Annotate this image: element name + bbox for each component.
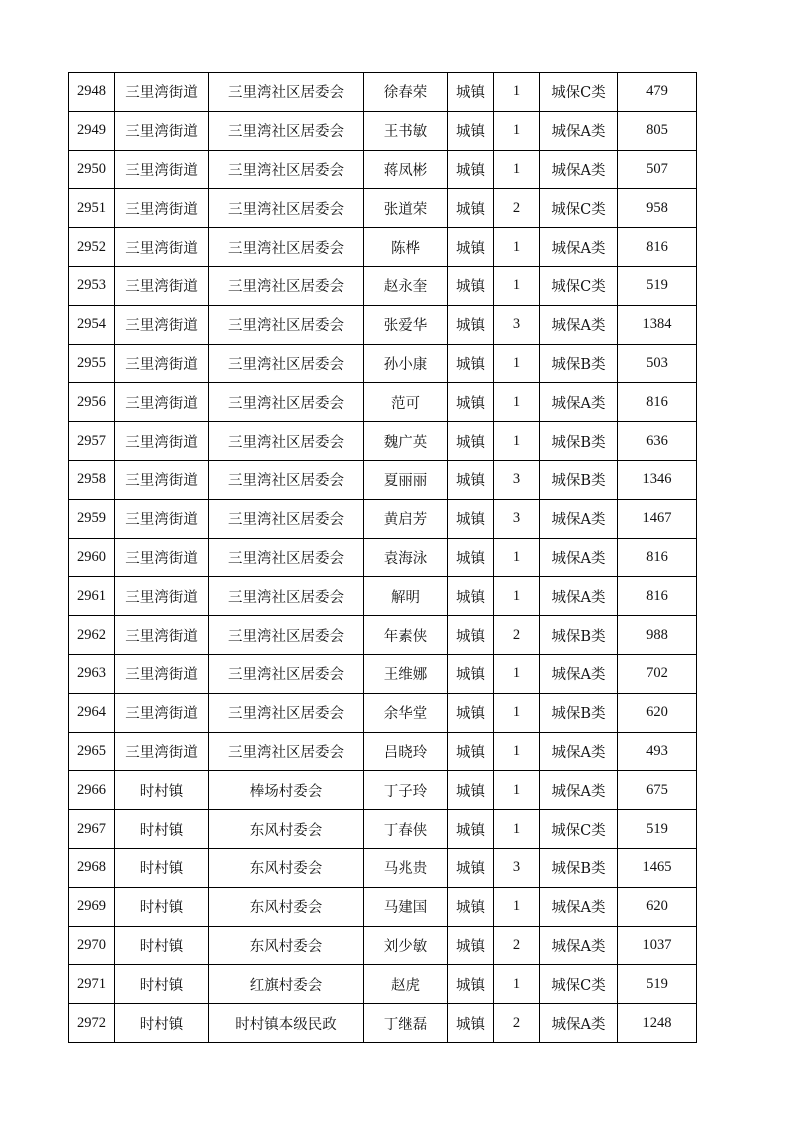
household-type-cell: 城镇 xyxy=(448,422,494,461)
name-cell: 袁海泳 xyxy=(364,538,448,577)
person-count-cell: 2 xyxy=(494,926,540,965)
committee-cell: 三里湾社区居委会 xyxy=(209,616,364,655)
town-cell: 三里湾街道 xyxy=(115,654,209,693)
town-cell: 三里湾街道 xyxy=(115,422,209,461)
committee-cell: 东风村委会 xyxy=(209,926,364,965)
name-cell: 张爱华 xyxy=(364,305,448,344)
category-cell: 城保B类 xyxy=(540,460,618,499)
person-count-cell: 2 xyxy=(494,189,540,228)
household-type-cell: 城镇 xyxy=(448,266,494,305)
amount-cell: 519 xyxy=(618,810,697,849)
committee-cell: 三里湾社区居委会 xyxy=(209,654,364,693)
committee-cell: 三里湾社区居委会 xyxy=(209,305,364,344)
table-row xyxy=(69,771,697,810)
row-number-cell: 2964 xyxy=(69,693,115,732)
table-row xyxy=(69,305,697,344)
name-cell: 余华堂 xyxy=(364,693,448,732)
table-row xyxy=(69,383,697,422)
household-type-cell: 城镇 xyxy=(448,228,494,267)
household-type-cell: 城镇 xyxy=(448,460,494,499)
name-cell: 范可 xyxy=(364,383,448,422)
town-cell: 时村镇 xyxy=(115,887,209,926)
amount-cell: 816 xyxy=(618,383,697,422)
table-row xyxy=(69,965,697,1004)
town-cell: 三里湾街道 xyxy=(115,538,209,577)
name-cell: 蒋凤彬 xyxy=(364,150,448,189)
committee-cell: 东风村委会 xyxy=(209,887,364,926)
town-cell: 时村镇 xyxy=(115,965,209,1004)
category-cell: 城保A类 xyxy=(540,150,618,189)
amount-cell: 675 xyxy=(618,771,697,810)
row-number-cell: 2956 xyxy=(69,383,115,422)
table-row xyxy=(69,848,697,887)
amount-cell: 507 xyxy=(618,150,697,189)
amount-cell: 1346 xyxy=(618,460,697,499)
household-type-cell: 城镇 xyxy=(448,1004,494,1043)
row-number-cell: 2965 xyxy=(69,732,115,771)
amount-cell: 702 xyxy=(618,654,697,693)
amount-cell: 620 xyxy=(618,693,697,732)
committee-cell: 三里湾社区居委会 xyxy=(209,111,364,150)
person-count-cell: 2 xyxy=(494,1004,540,1043)
town-cell: 三里湾街道 xyxy=(115,266,209,305)
amount-cell: 1037 xyxy=(618,926,697,965)
amount-cell: 479 xyxy=(618,73,697,112)
household-type-cell: 城镇 xyxy=(448,771,494,810)
name-cell: 赵虎 xyxy=(364,965,448,1004)
person-count-cell: 1 xyxy=(494,150,540,189)
committee-cell: 三里湾社区居委会 xyxy=(209,189,364,228)
category-cell: 城保C类 xyxy=(540,73,618,112)
household-type-cell: 城镇 xyxy=(448,150,494,189)
town-cell: 三里湾街道 xyxy=(115,460,209,499)
row-number-cell: 2955 xyxy=(69,344,115,383)
household-type-cell: 城镇 xyxy=(448,965,494,1004)
town-cell: 三里湾街道 xyxy=(115,189,209,228)
person-count-cell: 1 xyxy=(494,965,540,1004)
amount-cell: 493 xyxy=(618,732,697,771)
town-cell: 三里湾街道 xyxy=(115,344,209,383)
amount-cell: 1467 xyxy=(618,499,697,538)
name-cell: 丁子玲 xyxy=(364,771,448,810)
person-count-cell: 1 xyxy=(494,810,540,849)
table-row xyxy=(69,228,697,267)
row-number-cell: 2971 xyxy=(69,965,115,1004)
row-number-cell: 2954 xyxy=(69,305,115,344)
amount-cell: 958 xyxy=(618,189,697,228)
table-row xyxy=(69,926,697,965)
committee-cell: 棒场村委会 xyxy=(209,771,364,810)
amount-cell: 1248 xyxy=(618,1004,697,1043)
town-cell: 三里湾街道 xyxy=(115,73,209,112)
row-number-cell: 2953 xyxy=(69,266,115,305)
table-row xyxy=(69,654,697,693)
household-type-cell: 城镇 xyxy=(448,848,494,887)
household-type-cell: 城镇 xyxy=(448,383,494,422)
name-cell: 王维娜 xyxy=(364,654,448,693)
category-cell: 城保A类 xyxy=(540,228,618,267)
person-count-cell: 1 xyxy=(494,111,540,150)
row-number-cell: 2951 xyxy=(69,189,115,228)
person-count-cell: 1 xyxy=(494,693,540,732)
town-cell: 三里湾街道 xyxy=(115,111,209,150)
committee-cell: 三里湾社区居委会 xyxy=(209,228,364,267)
household-type-cell: 城镇 xyxy=(448,810,494,849)
name-cell: 丁继磊 xyxy=(364,1004,448,1043)
household-type-cell: 城镇 xyxy=(448,732,494,771)
amount-cell: 988 xyxy=(618,616,697,655)
person-count-cell: 1 xyxy=(494,577,540,616)
committee-cell: 三里湾社区居委会 xyxy=(209,73,364,112)
row-number-cell: 2963 xyxy=(69,654,115,693)
table-row xyxy=(69,422,697,461)
town-cell: 时村镇 xyxy=(115,771,209,810)
committee-cell: 东风村委会 xyxy=(209,848,364,887)
committee-cell: 三里湾社区居委会 xyxy=(209,150,364,189)
table-row xyxy=(69,111,697,150)
household-type-cell: 城镇 xyxy=(448,344,494,383)
name-cell: 吕晓玲 xyxy=(364,732,448,771)
person-count-cell: 1 xyxy=(494,732,540,771)
table-row xyxy=(69,577,697,616)
row-number-cell: 2962 xyxy=(69,616,115,655)
category-cell: 城保A类 xyxy=(540,887,618,926)
household-type-cell: 城镇 xyxy=(448,926,494,965)
row-number-cell: 2949 xyxy=(69,111,115,150)
person-count-cell: 3 xyxy=(494,848,540,887)
amount-cell: 620 xyxy=(618,887,697,926)
amount-cell: 519 xyxy=(618,266,697,305)
category-cell: 城保A类 xyxy=(540,732,618,771)
town-cell: 三里湾街道 xyxy=(115,616,209,655)
town-cell: 三里湾街道 xyxy=(115,228,209,267)
category-cell: 城保C类 xyxy=(540,810,618,849)
person-count-cell: 1 xyxy=(494,383,540,422)
category-cell: 城保B类 xyxy=(540,422,618,461)
roster-body xyxy=(69,73,697,1043)
committee-cell: 三里湾社区居委会 xyxy=(209,344,364,383)
amount-cell: 816 xyxy=(618,538,697,577)
name-cell: 刘少敏 xyxy=(364,926,448,965)
row-number-cell: 2972 xyxy=(69,1004,115,1043)
name-cell: 王书敏 xyxy=(364,111,448,150)
town-cell: 时村镇 xyxy=(115,848,209,887)
committee-cell: 三里湾社区居委会 xyxy=(209,693,364,732)
household-type-cell: 城镇 xyxy=(448,111,494,150)
household-type-cell: 城镇 xyxy=(448,887,494,926)
table-row xyxy=(69,499,697,538)
row-number-cell: 2970 xyxy=(69,926,115,965)
amount-cell: 1465 xyxy=(618,848,697,887)
committee-cell: 三里湾社区居委会 xyxy=(209,460,364,499)
row-number-cell: 2966 xyxy=(69,771,115,810)
amount-cell: 1384 xyxy=(618,305,697,344)
person-count-cell: 3 xyxy=(494,499,540,538)
row-number-cell: 2968 xyxy=(69,848,115,887)
amount-cell: 805 xyxy=(618,111,697,150)
category-cell: 城保C类 xyxy=(540,965,618,1004)
town-cell: 三里湾街道 xyxy=(115,305,209,344)
name-cell: 马兆贵 xyxy=(364,848,448,887)
committee-cell: 三里湾社区居委会 xyxy=(209,577,364,616)
table-row xyxy=(69,266,697,305)
committee-cell: 三里湾社区居委会 xyxy=(209,538,364,577)
table-row xyxy=(69,460,697,499)
name-cell: 张道荣 xyxy=(364,189,448,228)
table-row xyxy=(69,538,697,577)
household-type-cell: 城镇 xyxy=(448,577,494,616)
person-count-cell: 3 xyxy=(494,460,540,499)
person-count-cell: 1 xyxy=(494,887,540,926)
row-number-cell: 2950 xyxy=(69,150,115,189)
amount-cell: 816 xyxy=(618,577,697,616)
name-cell: 黄启芳 xyxy=(364,499,448,538)
household-type-cell: 城镇 xyxy=(448,305,494,344)
category-cell: 城保C类 xyxy=(540,189,618,228)
category-cell: 城保A类 xyxy=(540,499,618,538)
committee-cell: 时村镇本级民政 xyxy=(209,1004,364,1043)
name-cell: 赵永奎 xyxy=(364,266,448,305)
committee-cell: 三里湾社区居委会 xyxy=(209,266,364,305)
person-count-cell: 1 xyxy=(494,538,540,577)
category-cell: 城保A类 xyxy=(540,1004,618,1043)
name-cell: 孙小康 xyxy=(364,344,448,383)
table-row xyxy=(69,344,697,383)
person-count-cell: 1 xyxy=(494,266,540,305)
committee-cell: 三里湾社区居委会 xyxy=(209,732,364,771)
table-row xyxy=(69,189,697,228)
row-number-cell: 2958 xyxy=(69,460,115,499)
town-cell: 三里湾街道 xyxy=(115,577,209,616)
town-cell: 时村镇 xyxy=(115,810,209,849)
town-cell: 时村镇 xyxy=(115,926,209,965)
household-type-cell: 城镇 xyxy=(448,499,494,538)
amount-cell: 503 xyxy=(618,344,697,383)
table-row xyxy=(69,732,697,771)
row-number-cell: 2960 xyxy=(69,538,115,577)
person-count-cell: 1 xyxy=(494,771,540,810)
person-count-cell: 1 xyxy=(494,73,540,112)
committee-cell: 三里湾社区居委会 xyxy=(209,383,364,422)
town-cell: 三里湾街道 xyxy=(115,732,209,771)
town-cell: 三里湾街道 xyxy=(115,383,209,422)
name-cell: 解明 xyxy=(364,577,448,616)
name-cell: 徐春荣 xyxy=(364,73,448,112)
name-cell: 魏广英 xyxy=(364,422,448,461)
town-cell: 时村镇 xyxy=(115,1004,209,1043)
category-cell: 城保B类 xyxy=(540,848,618,887)
person-count-cell: 1 xyxy=(494,422,540,461)
person-count-cell: 2 xyxy=(494,616,540,655)
table-row xyxy=(69,693,697,732)
table-row xyxy=(69,150,697,189)
category-cell: 城保A类 xyxy=(540,577,618,616)
name-cell: 陈桦 xyxy=(364,228,448,267)
household-type-cell: 城镇 xyxy=(448,538,494,577)
category-cell: 城保A类 xyxy=(540,926,618,965)
table-row xyxy=(69,616,697,655)
name-cell: 年素侠 xyxy=(364,616,448,655)
committee-cell: 东风村委会 xyxy=(209,810,364,849)
table-row xyxy=(69,810,697,849)
amount-cell: 519 xyxy=(618,965,697,1004)
category-cell: 城保B类 xyxy=(540,616,618,655)
name-cell: 马建国 xyxy=(364,887,448,926)
person-count-cell: 1 xyxy=(494,228,540,267)
table-row xyxy=(69,887,697,926)
category-cell: 城保A类 xyxy=(540,538,618,577)
category-cell: 城保B类 xyxy=(540,693,618,732)
amount-cell: 636 xyxy=(618,422,697,461)
row-number-cell: 2969 xyxy=(69,887,115,926)
category-cell: 城保A类 xyxy=(540,383,618,422)
town-cell: 三里湾街道 xyxy=(115,499,209,538)
town-cell: 三里湾街道 xyxy=(115,693,209,732)
committee-cell: 红旗村委会 xyxy=(209,965,364,1004)
category-cell: 城保B类 xyxy=(540,344,618,383)
town-cell: 三里湾街道 xyxy=(115,150,209,189)
household-type-cell: 城镇 xyxy=(448,73,494,112)
household-type-cell: 城镇 xyxy=(448,616,494,655)
category-cell: 城保A类 xyxy=(540,654,618,693)
table-row xyxy=(69,73,697,112)
row-number-cell: 2948 xyxy=(69,73,115,112)
table-row xyxy=(69,1004,697,1043)
name-cell: 丁春侠 xyxy=(364,810,448,849)
row-number-cell: 2959 xyxy=(69,499,115,538)
category-cell: 城保A类 xyxy=(540,111,618,150)
household-type-cell: 城镇 xyxy=(448,189,494,228)
household-type-cell: 城镇 xyxy=(448,693,494,732)
person-count-cell: 1 xyxy=(494,654,540,693)
row-number-cell: 2967 xyxy=(69,810,115,849)
household-type-cell: 城镇 xyxy=(448,654,494,693)
roster-table xyxy=(68,72,697,1043)
amount-cell: 816 xyxy=(618,228,697,267)
category-cell: 城保A类 xyxy=(540,771,618,810)
person-count-cell: 3 xyxy=(494,305,540,344)
person-count-cell: 1 xyxy=(494,344,540,383)
category-cell: 城保A类 xyxy=(540,305,618,344)
category-cell: 城保C类 xyxy=(540,266,618,305)
name-cell: 夏丽丽 xyxy=(364,460,448,499)
row-number-cell: 2961 xyxy=(69,577,115,616)
row-number-cell: 2952 xyxy=(69,228,115,267)
committee-cell: 三里湾社区居委会 xyxy=(209,422,364,461)
committee-cell: 三里湾社区居委会 xyxy=(209,499,364,538)
row-number-cell: 2957 xyxy=(69,422,115,461)
